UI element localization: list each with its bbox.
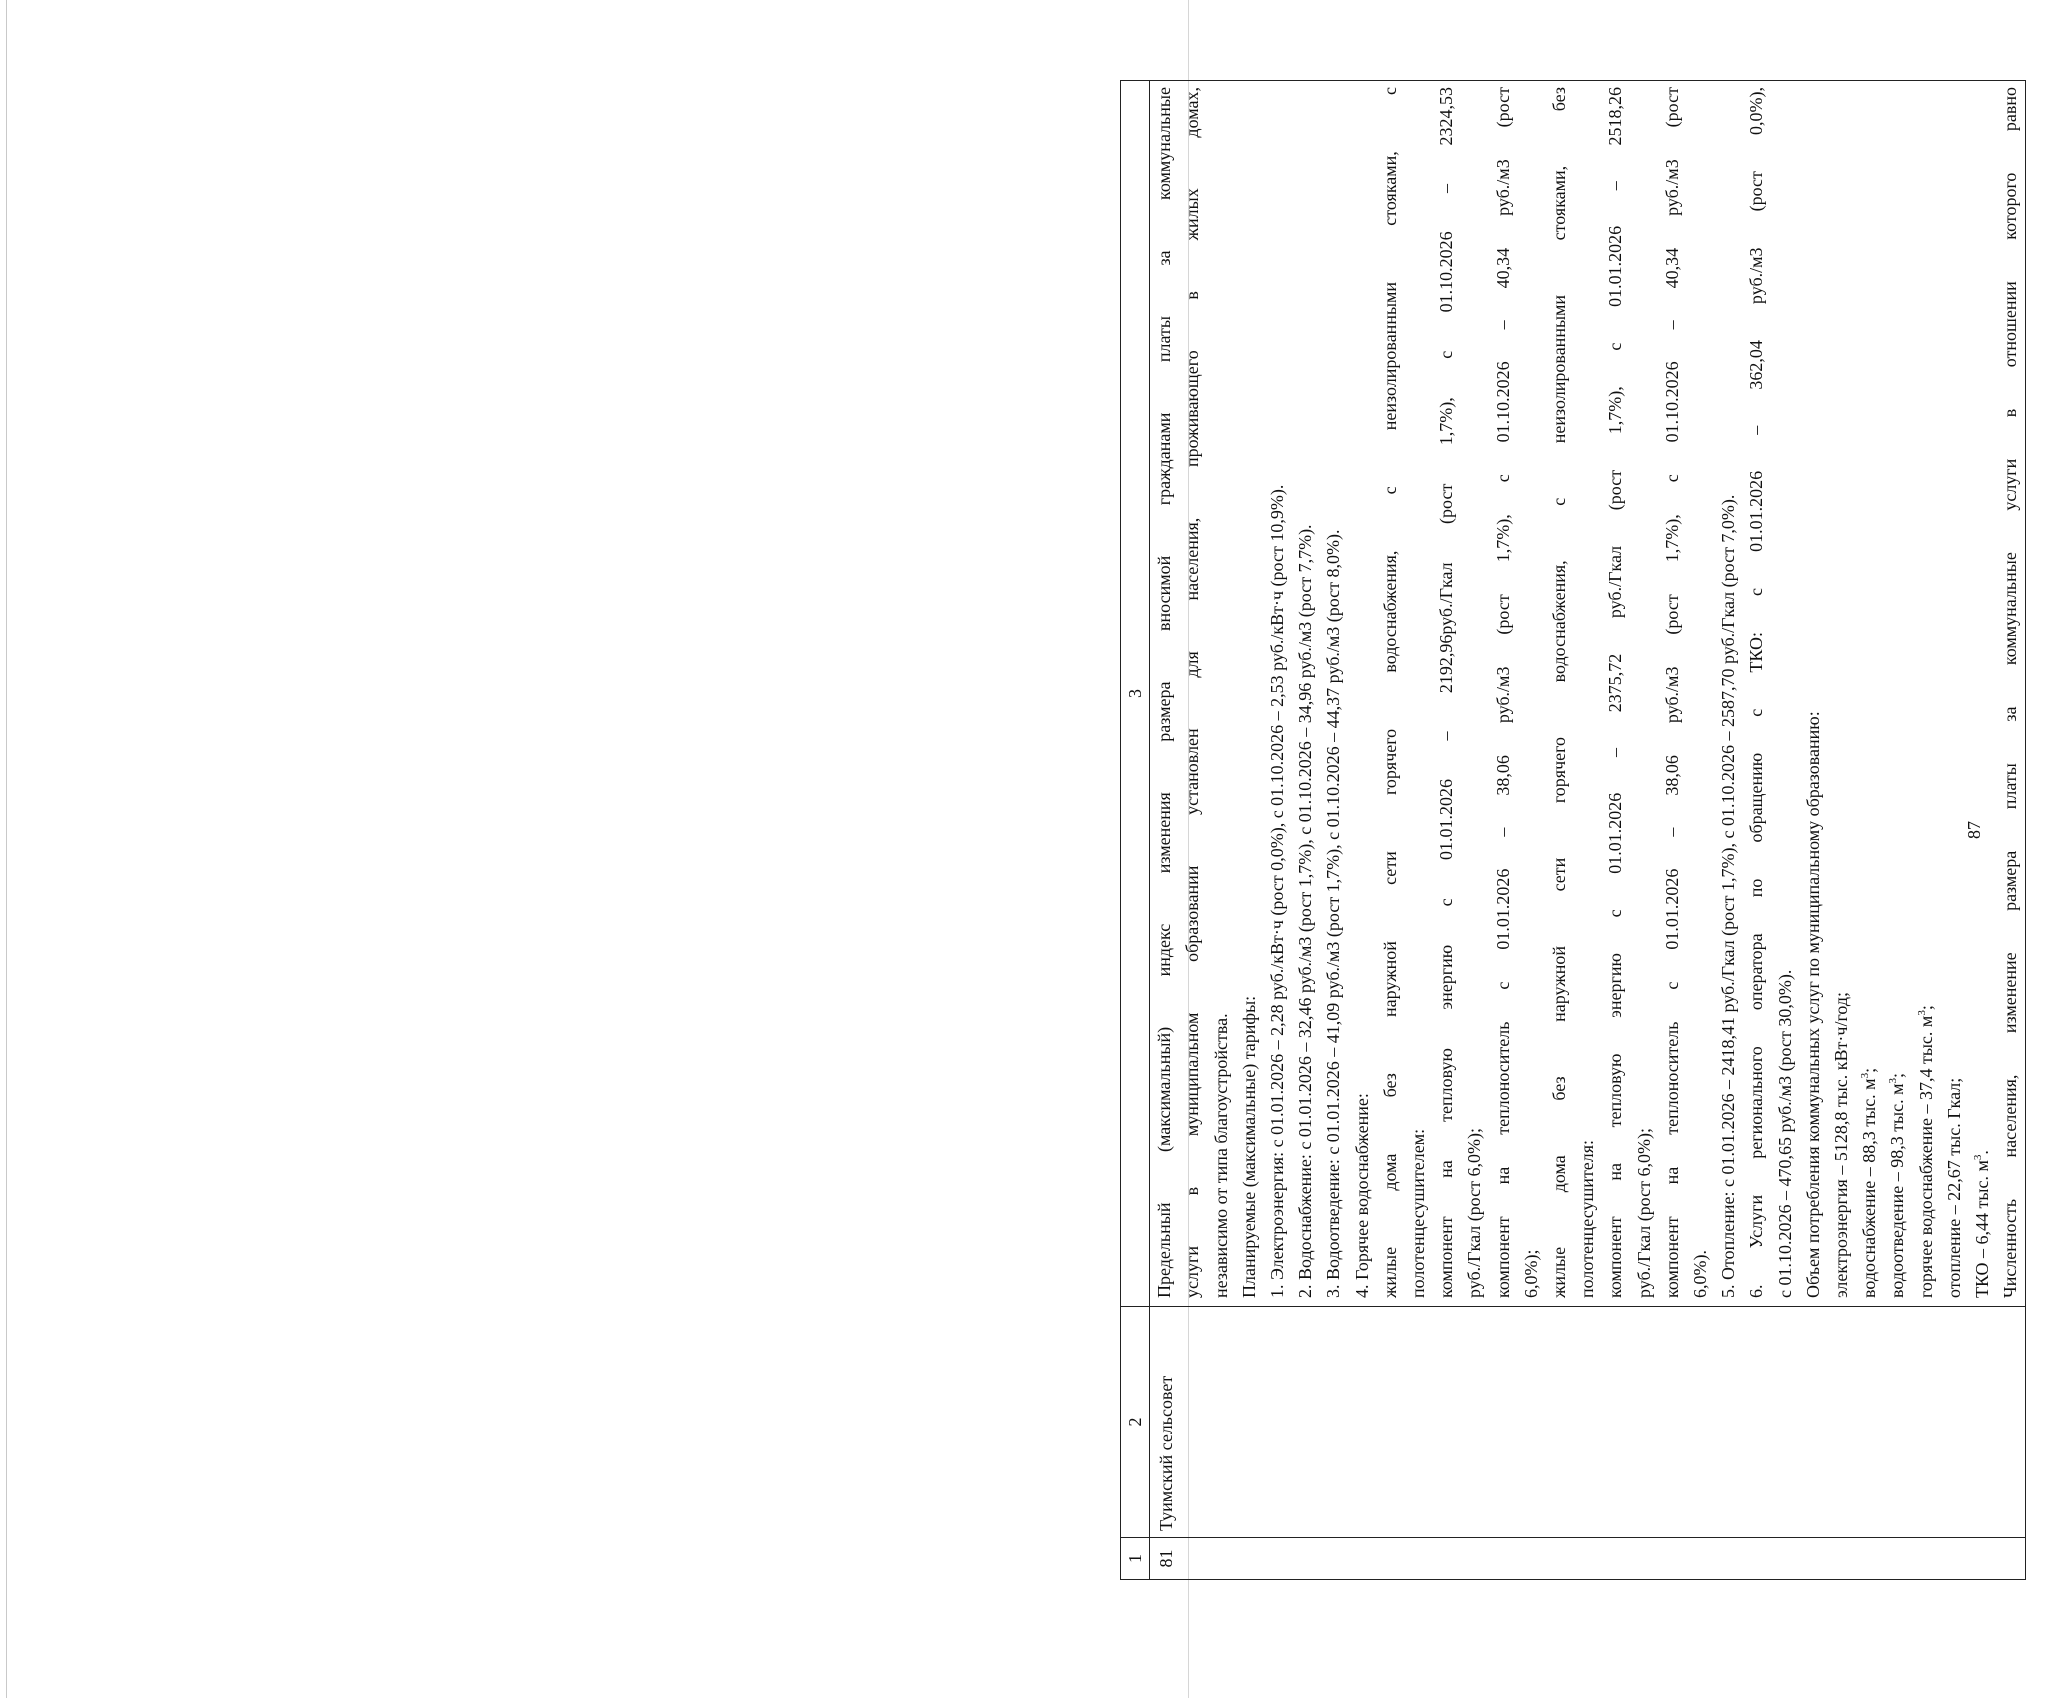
description-line: 3. Водоотведение: с 01.01.2026 – 41,09 руб./м3 (рост 1,7%), с 01.10.2026 – 44,37 руб./м3 (рост 8,0%). [1323, 529, 1344, 1298]
description-line: 6,0%); [1520, 1249, 1541, 1298]
entry-number-cell [1150, 1538, 2025, 1580]
scan-edge-left [6, 0, 7, 1698]
description-line: компонент на тепловую энергию с 01.01.2026 – 2375,72 руб./Гкал (рост 1,7%), с 01.01.2026 – 2518,26 [1605, 87, 1626, 1298]
description-line: Планируемые (максимальные) тарифы: [1238, 995, 1259, 1298]
description-line: компонент на тепловую энергию с 01.01.2026 – 2192,96руб./Гкал (рост 1,7%), с 01.10.2026 – 2324,53 [1436, 87, 1457, 1298]
description-line: 1. Электроэнергия: с 01.01.2026 – 2,28 руб./кВт·ч (рост 0,0%), с 01.10.2026 – 2,53 руб./кВт·ч (рост 10,9%). [1267, 484, 1288, 1298]
tariff-table [1120, 80, 2026, 1580]
description-line: жилые дома без наружной сети горячего водоснабжения, с неизолированными стояками, с [1379, 87, 1400, 1298]
description-line: электроэнергия – 5128,8 тыс. кВт·ч/год; [1831, 991, 1852, 1298]
description-line: полотенцесушителем: [1408, 1128, 1429, 1298]
description-line: водоснабжение – 88,3 тыс. $м^3$; [1859, 1067, 1880, 1298]
table-header-row [1121, 81, 1150, 1580]
description-line: руб./Гкал (рост 6,0%); [1464, 1128, 1485, 1298]
description-line: Объем потребления коммунальных услуг по муниципальному образованию: [1802, 711, 1823, 1298]
entity-name-cell [1150, 1307, 2025, 1538]
page-number: 87 [1964, 821, 1984, 839]
description-line: 6,0%). [1690, 1250, 1711, 1298]
header-col-3: 3 [1121, 81, 1150, 1307]
description-line: горячее водоснабжение – 37,4 тыс. $м^3$; [1915, 1005, 1936, 1298]
entity-name: Туимский сельсовет [1156, 1375, 1177, 1531]
rotated-page [1120, 80, 2050, 1580]
description-line: Предельный (максимальный) индекс изменения размера вносимой гражданами платы за коммунальные [1154, 87, 1175, 1298]
description-line: ТКО – 6,44 тыс. $м^3$. [1972, 1150, 1993, 1298]
description-line: руб./Гкал (рост 6,0%); [1633, 1128, 1654, 1298]
description-line: 5. Отопление: с 01.01.2026 – 2418,41 руб./Гкал (рост 1,7%), с 01.10.2026 – 2587,70 руб./Гкал (рост 7,0%). [1718, 494, 1739, 1298]
description-line: жилые дома без наружной сети горячего водоснабжения, с неизолированными стояками, без [1549, 87, 1570, 1298]
description-line: водоотведение – 98,3 тыс. $м^3$; [1887, 1072, 1908, 1298]
description-line: отопление – 22,67 тыс. Гкал; [1943, 1077, 1964, 1298]
description-line: независимо от типа благоустройства. [1210, 1013, 1231, 1298]
header-col-2: 2 [1121, 1307, 1150, 1538]
description-line: 2. Водоснабжение: с 01.01.2026 – 32,46 руб./м3 (рост 1,7%), с 01.10.2026 – 34,96 руб./м3 (рост 7,7%). [1295, 524, 1316, 1298]
description-line: 4. Горячее водоснабжение: [1351, 1093, 1372, 1298]
description-cell [1150, 81, 2025, 1307]
description-line: 6. Услуги регионального оператора по обращению с ТКО: с 01.01.2026 – 362,04 руб./м3 (рост 0,0%), [1746, 87, 1767, 1298]
description-line: компонент на теплоноситель с 01.01.2026 – 38,06 руб./м3 (рост 1,7%), с 01.10.2026 – 40,34 руб./м3 (рост [1492, 87, 1513, 1298]
description-line: полотенцесушителя: [1577, 1139, 1598, 1298]
description-line: компонент на теплоноситель с 01.01.2026 – 38,06 руб./м3 (рост 1,7%), с 01.10.2026 – 40,34 руб./м3 (рост [1661, 87, 1682, 1298]
entry-number: 81 [1156, 1549, 1177, 1568]
description-line: с 01.10.2026 – 470,65 руб./м3 (рост 30,0%). [1774, 969, 1795, 1298]
description-line: услуги в муниципальном образовании установлен для населения, проживающего в жилых домах, [1182, 87, 1203, 1298]
description-line: Численность населения, изменение размера платы за коммунальные услуги в отношении которого равно [2000, 87, 2021, 1298]
table-row [1150, 81, 2025, 1580]
header-col-1: 1 [1121, 1538, 1150, 1580]
